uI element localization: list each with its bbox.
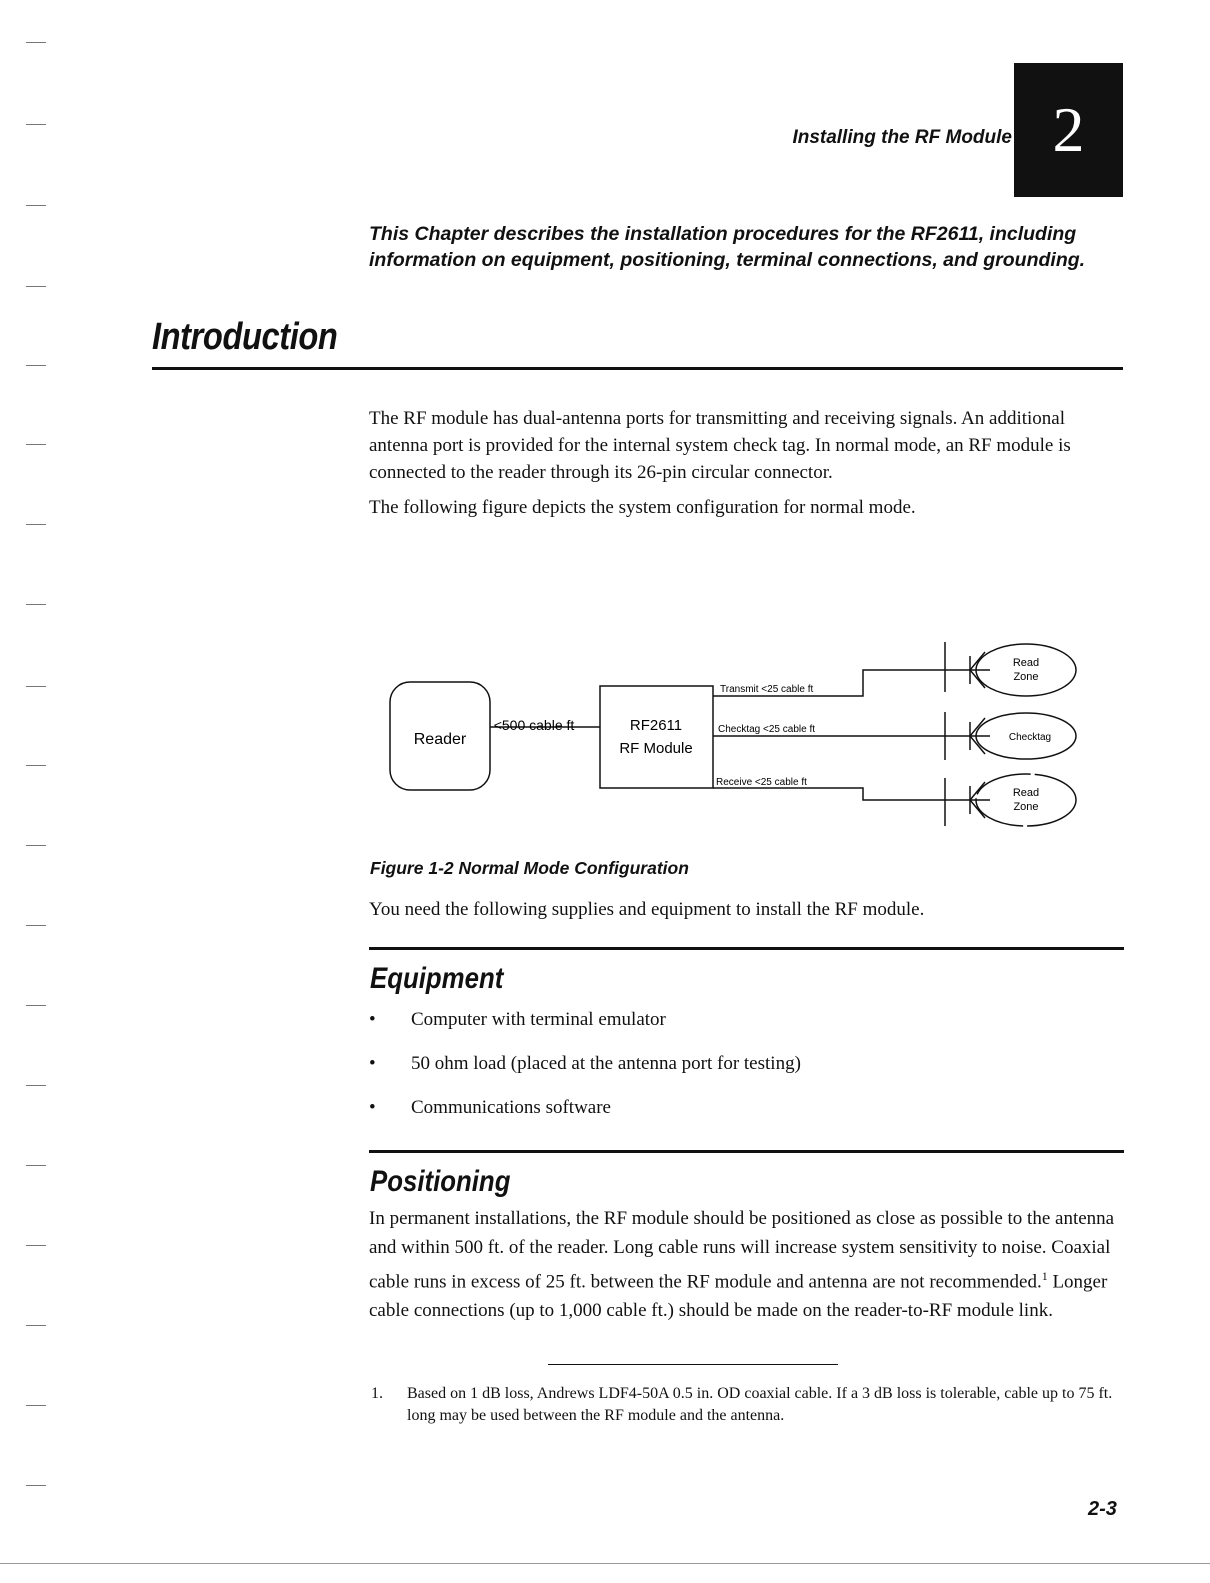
positioning-text-after-footnote: Longer cable connections (up to 1,000 cable ft.) should be made on the reader-to-RF module link.	[369, 1271, 1108, 1321]
introduction-paragraph-1: The RF module has dual-antenna ports for transmitting and receiving signals. An additional antenna port is provided for the internal system check tag. In normal mode, an RF module is connected to the reader through its 26-pin circular connector.	[369, 408, 1071, 483]
positioning-heading: Positioning	[370, 1165, 511, 1198]
figure-caption: Figure 1-2 Normal Mode Configuration	[370, 858, 689, 878]
bullet-icon: •	[369, 1097, 376, 1118]
equipment-item-text: Computer with terminal emulator	[411, 1009, 666, 1030]
read-zone-top	[976, 644, 1076, 696]
read-zone-bottom	[976, 774, 1076, 826]
transmit-cable-label: Transmit <25 cable ft	[720, 684, 814, 695]
read-zone-top-label-1: Read	[1012, 657, 1040, 669]
positioning-rule	[369, 1150, 1124, 1153]
read-zone-bottom-label-2: Zone	[1013, 801, 1039, 813]
footnote-text: Based on 1 dB loss, Andrews LDF4-50A 0.5 in. OD coaxial cable. If a 3 dB loss is tolerable, cable up to 75 ft. long may be used between the RF module and the antenna.	[407, 1385, 1113, 1424]
equipment-item-text: 50 ohm load (placed at the antenna port for testing)	[411, 1053, 801, 1074]
positioning-text-before-footnote: In permanent installations, the RF module should be positioned as close as possible to the antenna and within 500 ft. of the reader. Long cable runs will increase system sensitivity to noise. Coaxial cable runs in excess of 25 ft. between the RF module and antenna are not recommended.	[369, 1208, 1115, 1293]
chapter-number: 2	[1052, 94, 1085, 165]
equipment-rule	[369, 947, 1124, 950]
chapter-number-tab	[1014, 63, 1123, 197]
page-number: 2-3	[1088, 1498, 1117, 1520]
footnote-reference: 1	[1041, 1269, 1048, 1283]
equipment-heading: Equipment	[370, 962, 504, 995]
footnote-separator	[548, 1364, 838, 1365]
equipment-item-text: Communications software	[411, 1097, 611, 1118]
supplies-intro: You need the following supplies and equipment to install the RF module.	[369, 899, 925, 920]
chapter-description: This Chapter describes the installation procedures for the RF2611, including information on equipment, positioning, terminal connections, and grounding.	[369, 223, 1086, 271]
rf-module-label-line1: RF2611	[629, 717, 683, 734]
checktag-cable-label: Checktag <25 cable ft	[718, 724, 816, 735]
rf-module-box	[600, 686, 713, 788]
read-zone-top-label-2: Zone	[1013, 671, 1039, 683]
introduction-paragraph-2: The following figure depicts the system configuration for normal mode.	[369, 497, 916, 518]
rf-module-label-line2: RF Module	[619, 740, 693, 757]
read-zone-bottom-label-1: Read	[1012, 787, 1040, 799]
checktag-zone-label: Checktag	[1008, 732, 1052, 743]
running-header-title: Installing the RF Module	[792, 127, 1012, 148]
antenna-icon-top	[945, 652, 990, 688]
scan-bottom-edge	[0, 1563, 1210, 1564]
introduction-heading: Introduction	[152, 316, 338, 358]
bullet-icon: •	[369, 1053, 376, 1074]
introduction-rule	[152, 367, 1123, 370]
normal-mode-configuration-diagram	[370, 630, 1090, 840]
reader-label: Reader	[413, 731, 467, 748]
receive-cable-label: Receive <25 cable ft	[716, 777, 807, 788]
positioning-paragraph	[369, 1205, 1124, 1325]
reader-cable-label: <500 cable ft	[493, 717, 575, 733]
bullet-icon: •	[369, 1009, 376, 1030]
footnote-number: 1.	[371, 1385, 383, 1402]
